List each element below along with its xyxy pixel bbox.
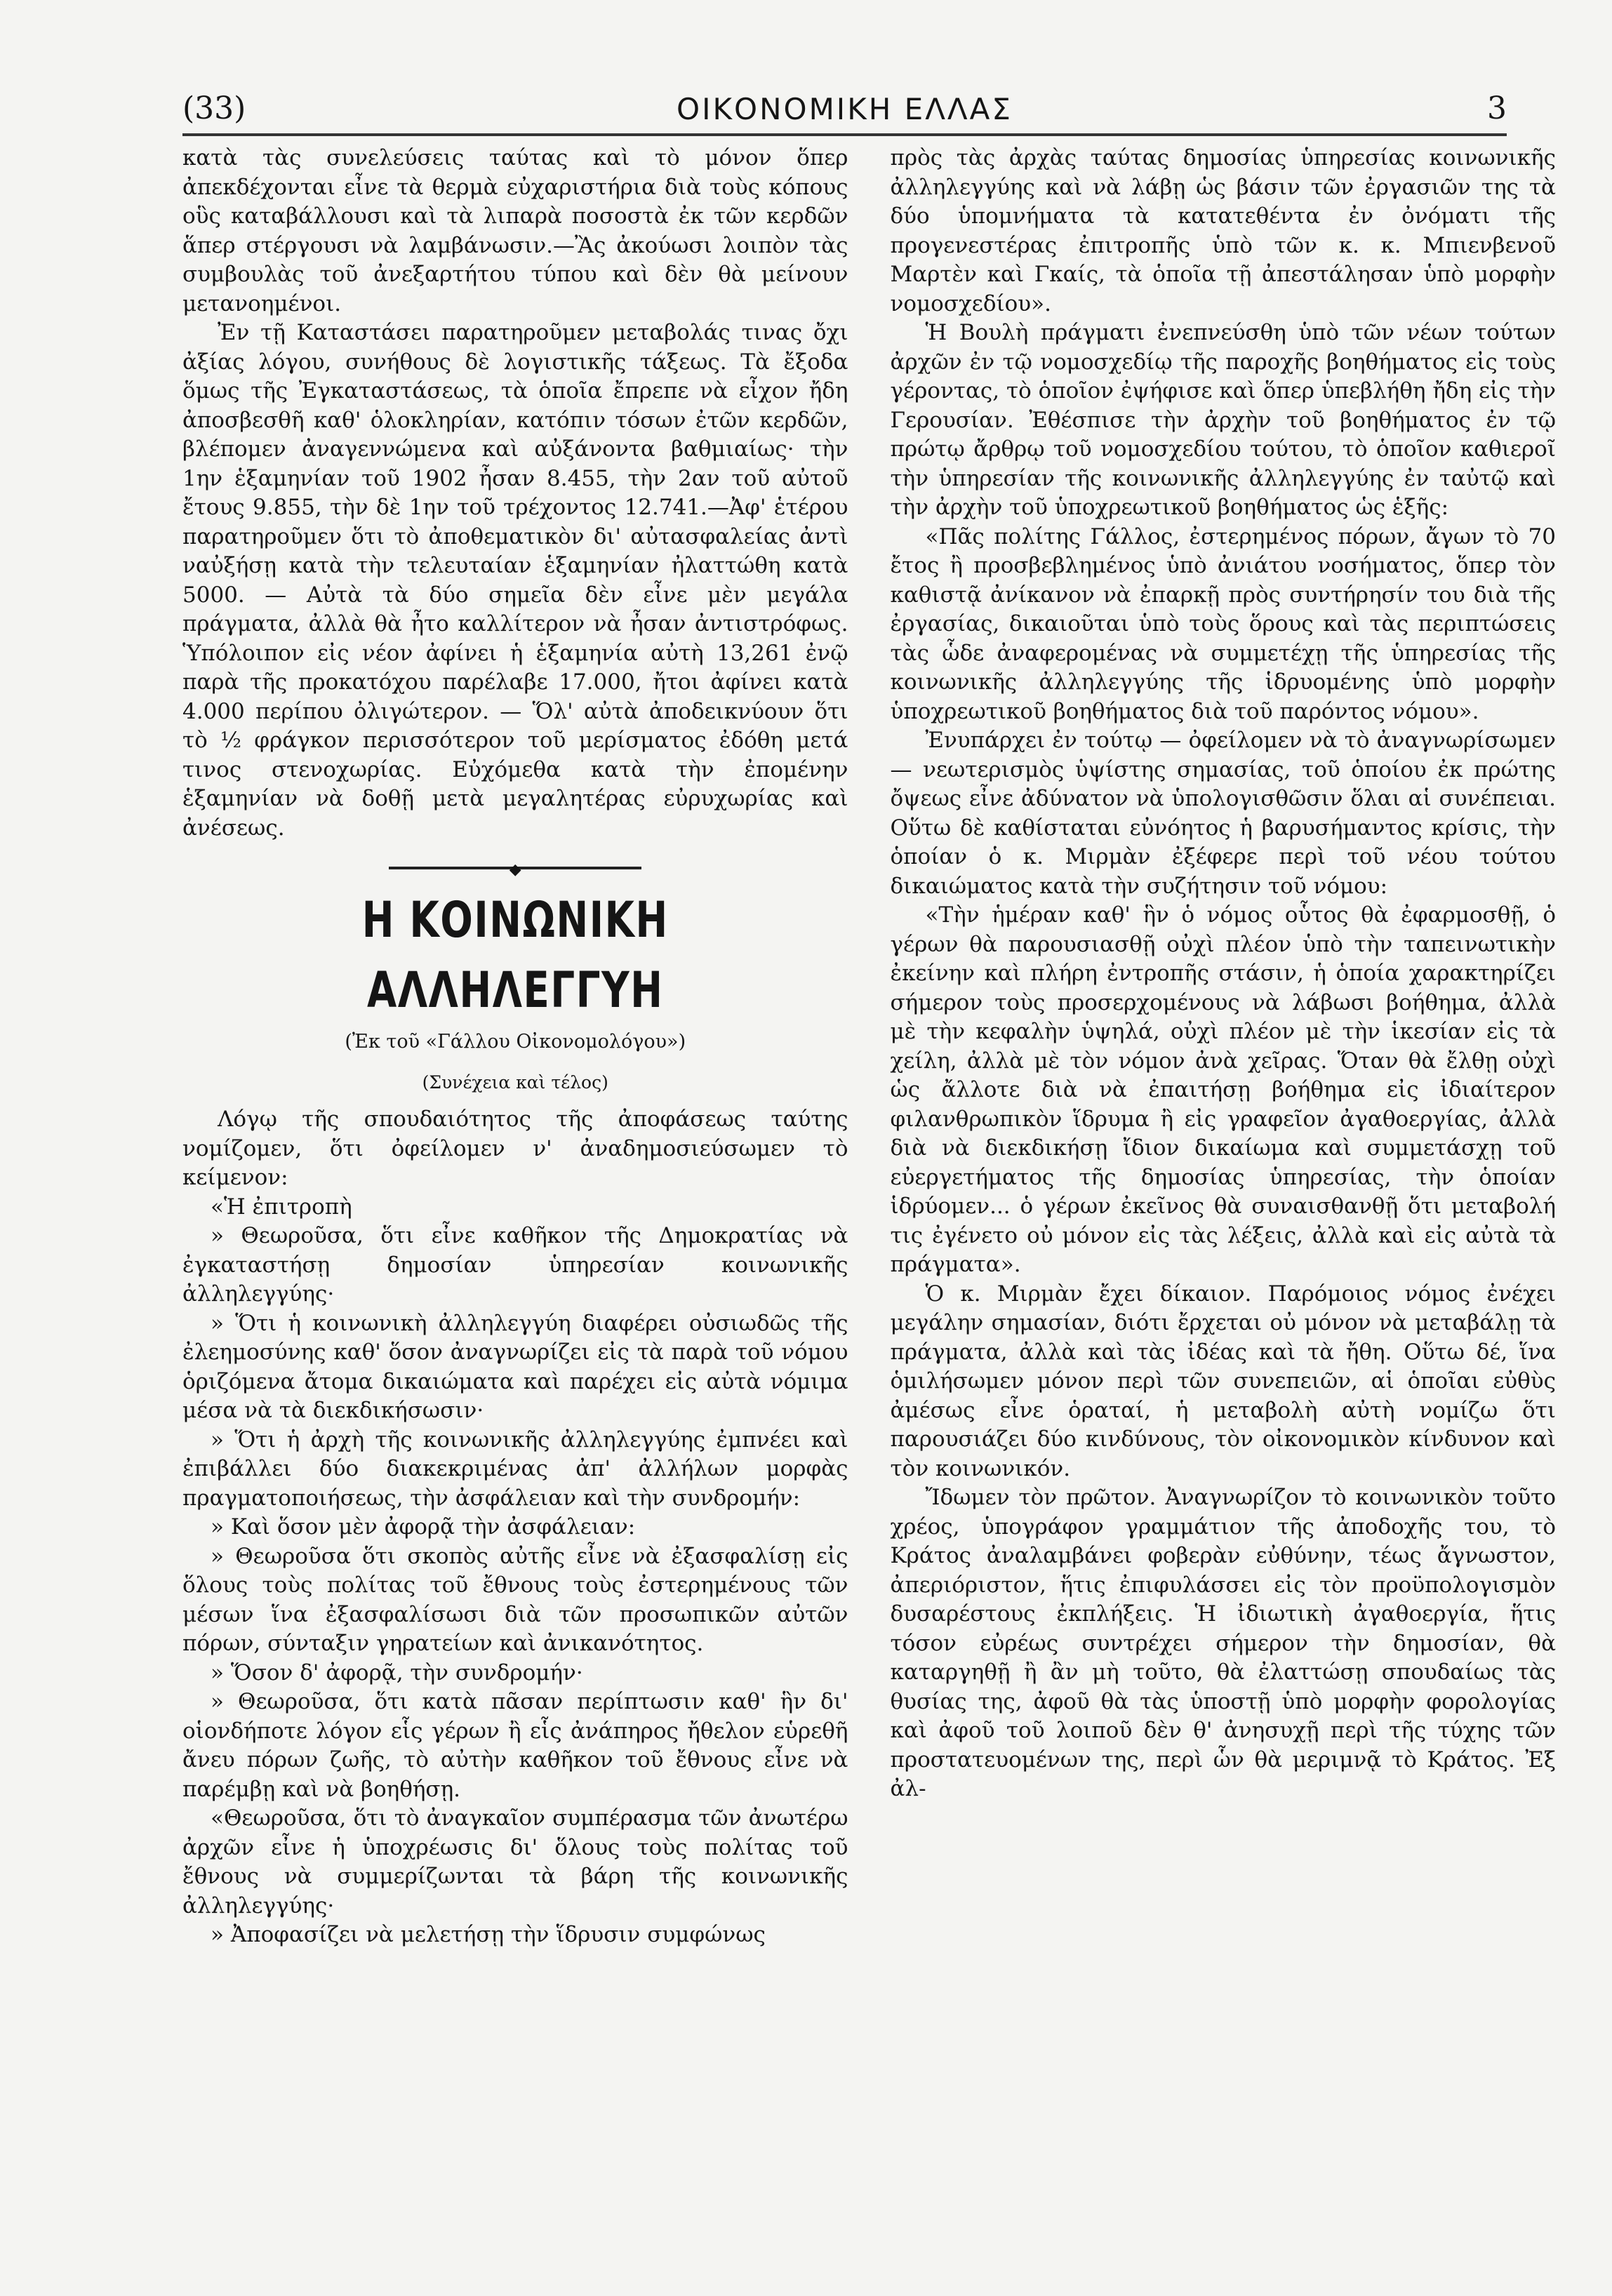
paragraph: Ἡ Βουλὴ πράγματι ἐνεπνεύσθη ὑπὸ τῶν νέων τούτων ἀρχῶν ἐν τῷ νομοσχεδίῳ τῆς παροχῆς βοηθήματος εἰς τοὺς γέροντας, τὸ ὁποῖον ἐψήφισε καὶ ὅπερ ὑπεβλήθη ἤδη εἰς τὴν Γερουσίαν. Ἐθέσπισε τὴν ἀρχὴν τοῦ βοηθήματος ἐν τῷ πρώτῳ ἄρθρῳ τοῦ νομοσχεδίου τούτου, τὸ ὁποῖον καθιεροῖ τὴν ὑπηρεσίαν τῆς κοινωνικῆς ἀλληλεγγύης ἐν ταὐτῷ καὶ τὴν ἀρχὴν τοῦ ὑποχρεωτικοῦ βοηθήματος ὡς ἑξῆς: <box>890 320 1556 520</box>
journal-title: ΟΙΚΟΝΟΜΙΚΗ ΕΛΛΑΣ <box>677 92 1013 126</box>
paragraph: » Ὅτι ἡ ἀρχὴ τῆς κοινωνικῆς ἀλληλεγγύης ἐμπνέει καὶ ἐπιβάλλει δύο διακεκριμένας ἀπ' ἀλλήλων μορφὰς πραγματοποιήσεως, τὴν ἀσφάλειαν καὶ τὴν συνδρομήν: <box>182 1427 848 1511</box>
paragraph: πρὸς τὰς ἀρχὰς ταύτας δημοσίας ὑπηρεσίας κοινωνικῆς ἀλληλεγγύης καὶ νὰ λάβῃ ὡς βάσιν τῶν ἐργασιῶν της τὰ δύο ὑπομνήματα τὰ κατατεθέντα ἐν ὀνόματι τῆς προγενεστέρας ἐπιτροπῆς ὑπὸ τῶν κ. κ. Μπιενβενοῦ Μαρτὲν καὶ Γκαίς, τὰ ὁποῖα τῇ ἀπεστάλησαν ὑπὸ μορφὴν νομοσχεδίου». <box>890 145 1556 316</box>
paragraph: «Ἡ ἐπιτροπὴ <box>211 1194 352 1220</box>
paragraph: » Θεωροῦσα ὅτι σκοπὸς αὐτῆς εἶνε νὰ ἐξασφαλίσῃ εἰς ὅλους τοὺς πολίτας τοῦ ἔθνους τοὺς ἐστερημένους τῶν μέσων ἵνα ἐξασφαλίσωσι διὰ τῶν προσωπικῶν αὐτῶν πόρων, σύνταξιν γηρατείων καὶ ἀνικανότητος. <box>182 1543 848 1656</box>
page-number: 3 <box>1487 91 1507 126</box>
paragraph: «Τὴν ἡμέραν καθ' ἣν ὁ νόμος οὗτος θὰ ἐφαρμοσθῇ, ὁ γέρων θὰ παρουσιασθῇ οὐχὶ πλέον ὑπὸ τὴν ταπεινωτικὴν ἐκείνην καὶ πλήρη ἐντροπῆς στάσιν, ἡ ὁποία χαρακτηρίζει σήμερον τοὺς προσερχομένους νὰ λάβωσι βοήθημα, ἀλλὰ μὲ τὴν κεφαλὴν ὑψηλά, οὐχὶ πλέον μὲ τὴν ἱκεσίαν εἰς τὰ χείλη, ἀλλὰ μὲ τὸν νόμον ἀνὰ χεῖρας. Ὅταν θὰ ἔλθῃ οὐχὶ ὡς ἄλλοτε διὰ νὰ ἐπαιτήσῃ βοήθημα εἰς ἰδιαίτερον φιλανθρωπικὸν ἵδρυμα ἢ εἰς γραφεῖον ἀγαθοεργίας, ἀλλὰ διὰ νὰ διεκδικήσῃ ἴδιον δικαίωμα καὶ συμμετάσχῃ τοῦ εὐεργετήματος τῆς δημοσίας ὑπηρεσίας, τὴν ὁποίαν ἱδρύομεν... ὁ γέρων ἐκεῖνος θὰ συναισθανθῇ ὅτι μεταβολή τις ἐγένετο οὐ μόνον εἰς τὰς λέξεις, ἀλλὰ καὶ εἰς αὐτὰ τὰ πράγματα». <box>890 902 1556 1277</box>
paragraph: » Ὅτι ἡ κοινωνικὴ ἀλληλεγγύη διαφέρει οὐσιωδῶς τῆς ἐλεημοσύνης καθ' ὅσον ἀναγνωρίζει εἰς τὰ παρὰ τοῦ νόμου ὁριζόμενα ἄτομα δικαιώματα καὶ παρέχει εἰς αὐτὰ νόμιμα μέσα νὰ τὰ διεκδικήσωσιν· <box>182 1310 848 1423</box>
paragraph: » Θεωροῦσα, ὅτι εἶνε καθῆκον τῆς Δημοκρατίας νὰ ἐγκαταστήσῃ δημοσίαν ὑπηρεσίαν κοινωνικῆς ἀλληλεγγύης· <box>182 1223 848 1307</box>
section-title: Η ΚΟΙΝΩΝΙΚΗ ΑΛΛΗΛΕΓΓΥΗ <box>361 891 669 1019</box>
paragraph: «Πᾶς πολίτης Γάλλος, ἐστερημένος πόρων, ἄγων τὸ 70 ἔτος ἢ προσβεβλημένος ὑπὸ ἀνιάτου νοσήματος, ὅπερ τὸν καθιστᾷ ἀνίκανον νὰ ἐπαρκῇ πρὸς συντήρησίν του διὰ τῆς ἐργασίας, δικαιοῦται ὑπὸ τοὺς ὅρους καὶ τὰς περιπτώσεις τὰς ὧδε ἀναφερομένας νὰ συμμετέχῃ τῆς ὑπηρεσίας τῆς κοινωνικῆς ἀλληλεγγύης τῆς ἱδρυομένης ὑπὸ μορφὴν ὑποχρεωτικοῦ βοηθήματος διὰ τοῦ παρόντος νόμου». <box>890 523 1556 724</box>
page-reference: (33) <box>182 91 246 126</box>
paragraph: Ἐνυπάρχει ἐν τούτῳ — ὀφείλομεν νὰ τὸ ἀναγνωρίσωμεν — νεωτερισμὸς ὑψίστης σημασίας, τοῦ ὁποίου ἐκ πρώτης ὄψεως εἶνε ἀδύνατον νὰ ὑπολογισθῶσιν ὅλαι αἱ συνέπειαι. Οὕτω δὲ καθίσταται εὐνόητος ἡ βαρυσήμαντος κρίσις, τὴν ὁποίαν ὁ κ. Μιρμὰν ἐξέφερε περὶ τοῦ νέου τούτου δικαιώματος κατὰ τὴν συζήτησιν τοῦ νόμου: <box>890 728 1556 899</box>
continued-note: (Συνέχεια καὶ τέλος) <box>422 1072 608 1093</box>
paragraph: » Θεωροῦσα, ὅτι κατὰ πᾶσαν περίπτωσιν καθ' ἣν δι' οἱονδήποτε λόγον εἷς γέρων ἢ εἷς ἀνάπηρος ἤθελον εὑρεθῆ ἄνευ πόρων ζωῆς, τὸ αὐτὴν καθῆκον τοῦ ἔθνους εἶνε νὰ παρέμβῃ καὶ νὰ βοηθήσῃ. <box>182 1689 848 1802</box>
right-column <box>891 144 1557 2254</box>
text-columns <box>182 144 1556 2254</box>
paragraph: κατὰ τὰς συνελεύσεις ταύτας καὶ τὸ μόνον ὅπερ ἀπεκδέχονται εἶνε τὰ θερμὰ εὐχαριστήρια διὰ τοὺς κόπους οὓς καταβάλλουσι καὶ τὰ λιπαρὰ ποσοστὰ ἐκ τῶν κερδῶν ἅπερ στέργουσι νὰ λαμβάνωσιν.—Ἂς ἀκούωσι λοιπὸν τὰς συμβουλὰς τοῦ ἀνεξαρτήτου τύπου καὶ δὲν θὰ μείνουν μετανοημένοι. <box>182 145 848 316</box>
paragraph: » Καὶ ὅσον μὲν ἀφορᾷ τὴν ἀσφάλειαν: <box>211 1514 636 1540</box>
paragraph: Ὁ κ. Μιρμὰν ἔχει δίκαιον. Παρόμοιος νόμος ἐνέχει μεγάλην σημασίαν, διότι ἔρχεται οὐ μόνον νὰ μεταβάλῃ τὰ πράγματα, ἀλλὰ καὶ τὰς ἰδέας καὶ τὰ ἤθη. Οὕτω δέ, ἵνα ὁμιλήσωμεν μόνον περὶ τῶν συνεπειῶν, αἱ ὁποῖαι εὐθὺς ἀμέσως εἶνε ὁραταί, ἡ μεταβολὴ αὐτὴ νομίζω ὅτι παρουσιάζει δύο κινδύνους, τὸν οἰκονομικὸν κίνδυνον καὶ τὸν κοινωνικόν. <box>890 1281 1556 1481</box>
paragraph: Λόγῳ τῆς σπουδαιότητος τῆς ἀποφάσεως ταύτης νομίζομεν, ὅτι ὀφείλομεν ν' ἀναδημοσιεύσωμεν τὸ κείμενον: <box>182 1107 848 1190</box>
paragraph: Ἐν τῇ Καταστάσει παρατηροῦμεν μεταβολάς τινας ὄχι ἀξίας λόγου, συνήθους δὲ λογιστικῆς τάξεως. Τὰ ἔξοδα ὅμως τῆς Ἐγκαταστάσεως, τὰ ὁποῖα ἔπρεπε νὰ εἶχον ἤδη ἀποσβεσθῆ καθ' ὁλοκληρίαν, κατόπιν τόσων ἐτῶν κερδῶν, βλέπομεν ἀναγεννώμενα καὶ αὐξάνοντα βαθμιαίως· τὴν 1ην ἑξαμηνίαν τοῦ 1902 ἦσαν 8.455, τὴν 2αν τοῦ αὐτοῦ ἔτους 9.855, τὴν δὲ 1ην τοῦ τρέχοντος 12.741.—Ἀφ' ἑτέρου παρατηροῦμεν ὅτι τὸ ἀποθεματικὸν δι' αὐτασφαλείας ἀντὶ ναὐξήσῃ κατὰ τὴν τελευταίαν ἑξαμηνίαν ἠλαττώθη κατὰ 5000. — Αὐτὰ τὰ δύο σημεῖα δὲν εἶνε μὲν μεγάλα πράγματα, ἀλλὰ θὰ ἦτο καλλίτερον νὰ ἦσαν ἀντιστρόφως. Ὑπόλοιπον εἰς νέον ἀφίνει ἡ ἑξαμηνία αὐτὴ 13,261 ἐνῷ παρὰ τῆς προκατόχου παρέλαβε 17.000, ἤτοι ἀφίνει κατὰ 4.000 περίπου ὀλιγώτερον. — Ὅλ' αὐτὰ ἀποδεικνύουν ὅτι τὸ ½ φράγκον περισσότερον τοῦ μερίσματος ἐδόθη μετά τινος στενοχωρίας. Εὐχόμεθα κατὰ τὴν ἐπομένην ἑξαμηνίαν νὰ δοθῇ μετὰ μεγαλητέρας εὐρυχωρίας καὶ ἀνέσεως. <box>182 320 848 841</box>
paragraph: «Θεωροῦσα, ὅτι τὸ ἀναγκαῖον συμπέρασμα τῶν ἀνωτέρω ἀρχῶν εἶνε ἡ ὑποχρέωσις δι' ὅλους τοὺς πολίτας τοῦ ἔθνους νὰ συμμερίζωνται τὰ βάρη τῆς κοινωνικῆς ἀλληλεγγύης· <box>182 1806 848 1918</box>
section-source: (Ἐκ τοῦ «Γάλλου Οἰκονομολόγου») <box>345 1031 686 1053</box>
paragraph: » Ὅσον δ' ἀφορᾷ, τὴν συνδρομήν· <box>211 1660 583 1686</box>
running-header <box>182 77 1507 136</box>
section-divider <box>389 867 641 869</box>
paragraph: Ἴδωμεν τὸν πρῶτον. Ἀναγνωρίζον τὸ κοινωνικὸν τοῦτο χρέος, ὑπογράφον γραμμάτιον τῆς ἀποδοχῆς του, τὸ Κράτος ἀναλαμβάνει φοβερὰν εὐθύνην, τέως ἄγνωστον, ἀπεριόριστον, ἥτις ἐπιφυλάσσει εἰς τὸν προϋπολογισμὸν δυσαρέστους ἐκπλήξεις. Ἡ ἰδιωτικὴ ἀγαθοεργία, ἥτις τόσον εὐρέως συντρέχει σήμερον τὴν δημοσίαν, θὰ καταργηθῇ ἢ ἂν μὴ τοῦτο, θὰ ἐλαττώσῃ σπουδαίως τὰς θυσίας της, ἀφοῦ θὰ τὰς ὑποστῇ ὑπὸ μορφὴν φορολογίας καὶ ἀφοῦ τοῦ λοιποῦ δὲν θ' ἀνησυχῇ περὶ τῆς τύχης τῶν προστατευομένων της, περὶ ὧν θὰ μεριμνᾷ τὸ Κράτος. Ἐξ ἀλ- <box>890 1485 1556 1801</box>
paragraph: » Ἀποφασίζει νὰ μελετήσῃ τὴν ἵδρυσιν συμφώνως <box>211 1922 766 1947</box>
left-column <box>182 144 848 2254</box>
